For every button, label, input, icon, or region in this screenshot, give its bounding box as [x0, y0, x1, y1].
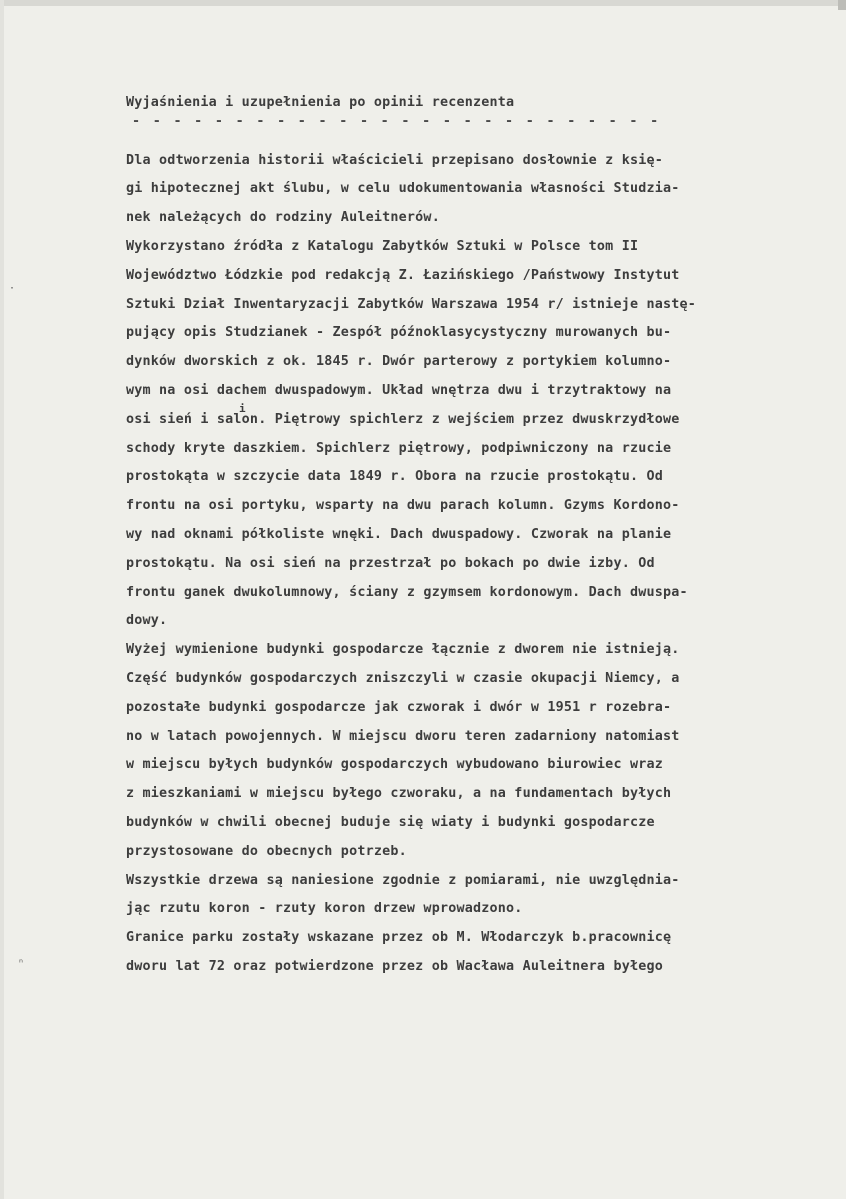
text-line: z mieszkaniami w miejscu byłego czworaku, a na fundamentach byłych	[126, 786, 672, 802]
text-line: prostokątu. Na osi sień na przestrzał po bokach po dwie izby. Od	[126, 555, 655, 571]
text-line: osi sień i salon. Piętrowy spichlerz z wejściem przez dwuskrzydłowe	[126, 411, 680, 427]
text-line: jąc rzutu koron - rzuty koron drzew wprowadzono.	[126, 901, 523, 917]
text-line: gi hipotecznej akt ślubu, w celu udokumentowania własności Studzia-	[126, 181, 680, 197]
text-line: przystosowane do obecnych potrzeb.	[126, 843, 407, 859]
page-corner-mark	[838, 0, 846, 10]
text-line: schody kryte daszkiem. Spichlerz piętrowy, podpiwniczony na rzucie	[126, 440, 672, 456]
text-line: Granice parku zostały wskazane przez ob M. Włodarczyk b.pracownicę	[126, 930, 672, 946]
text-line: frontu ganek dwukolumnowy, ściany z gzymsem kordonowym. Dach dwuspa-	[126, 584, 688, 600]
text-line: Dla odtworzenia historii właścicieli przepisano dosłownie z księ-	[126, 152, 664, 168]
text-line: prostokąta w szczycie data 1849 r. Obora na rzucie prostokątu. Od	[126, 469, 664, 485]
text-line: Województwo Łódzkie pod redakcją Z. Łazińskiego /Państwowy Instytut	[126, 267, 680, 283]
text-line: budynków w chwili obecnej buduje się wiaty i budynki gospodarcze	[126, 814, 655, 830]
text-line: Wszystkie drzewa są naniesione zgodnie z pomiarami, nie uwzględnia-	[126, 872, 680, 888]
superscript-insert-mark: i	[239, 402, 246, 415]
text-line: pujący opis Studzianek - Zespół późnoklasycystyczny murowanych bu-	[126, 325, 672, 341]
margin-dot-mark: ·	[9, 283, 16, 294]
text-line: wy nad oknami półkoliste wnęki. Dach dwuspadowy. Czworak na planie	[126, 526, 672, 542]
text-line: dynków dworskich z ok. 1845 r. Dwór parterowy z portykiem kolumno-	[126, 354, 672, 370]
text-line: Część budynków gospodarczych zniszczyli w czasie okupacji Niemcy, a	[126, 670, 680, 686]
text-line: dowy.	[126, 613, 168, 629]
text-line: Wykorzystano źródła z Katalogu Zabytków Sztuki w Polsce tom II	[126, 238, 639, 254]
text-line: w miejscu byłych budynków gospodarczych wybudowano biurowiec wraz	[126, 757, 664, 773]
typewritten-text	[126, 89, 826, 982]
heading-underline: - - - - - - - - - - - - - - - - - - - - - - - - - -	[132, 114, 661, 129]
text-line: pozostałe budynki gospodarcze jak czworak i dwór w 1951 r rozebra-	[126, 699, 672, 715]
text-line: wym na osi dachem dwuspadowym. Układ wnętrza dwu i trzytraktowy na	[126, 382, 672, 398]
text-line: frontu na osi portyku, wsparty na dwu parach kolumn. Gzyms Kordono-	[126, 498, 680, 514]
page-left-edge	[0, 0, 4, 1199]
margin-punch-mark: ⁿ	[18, 958, 25, 969]
text-line: nek należących do rodziny Auleitnerów.	[126, 210, 440, 226]
document-heading: Wyjaśnienia i uzupełnienia po opinii recenzenta	[126, 95, 515, 110]
page-top-edge	[0, 0, 846, 6]
text-line: no w latach powojennych. W miejscu dworu teren zadarniony natomiast	[126, 728, 680, 744]
text-line: Wyżej wymienione budynki gospodarcze łącznie z dworem nie istnieją.	[126, 642, 680, 658]
text-line: dworu lat 72 oraz potwierdzone przez ob Wacława Auleitnera byłego	[126, 958, 664, 974]
text-line: Sztuki Dział Inwentaryzacji Zabytków Warszawa 1954 r/ istnieje nastę-	[126, 296, 697, 312]
